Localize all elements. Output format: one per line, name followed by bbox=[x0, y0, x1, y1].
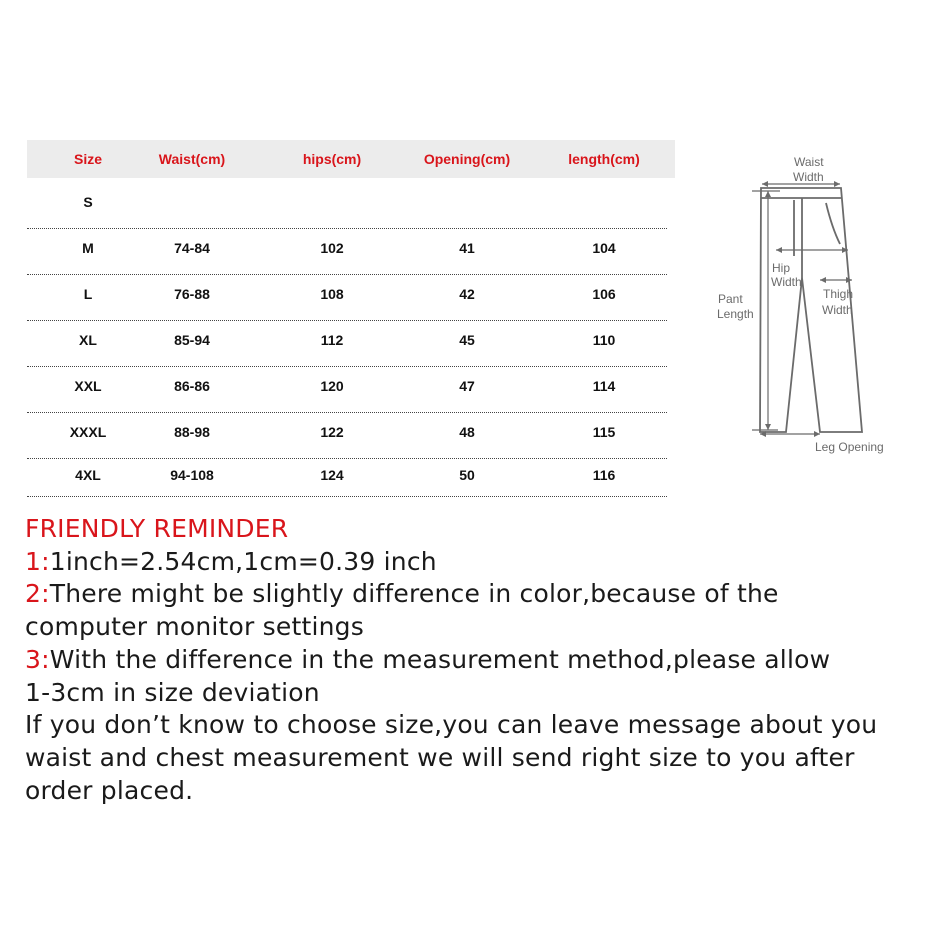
waist-cell: 88-98 bbox=[174, 424, 210, 440]
length-cell: 115 bbox=[592, 424, 616, 440]
hips-cell: 112 bbox=[320, 332, 344, 348]
size-cell: M bbox=[82, 240, 94, 256]
opening-cell: 41 bbox=[459, 240, 475, 256]
pant-length-label-2: Length bbox=[717, 307, 754, 321]
table-row bbox=[27, 274, 667, 321]
header-opening: Opening(cm) bbox=[423, 151, 511, 167]
header-waist: Waist(cm) bbox=[158, 151, 226, 167]
reminder-item-2 bbox=[25, 578, 943, 611]
table-row bbox=[27, 366, 667, 413]
pant-length-label-1: Pant bbox=[718, 292, 743, 306]
waist-width-label-2: Width bbox=[793, 170, 824, 184]
waist-cell: 86-86 bbox=[174, 378, 210, 394]
reminder-title: FRIENDLY REMINDER bbox=[25, 514, 289, 543]
hips-cell: 122 bbox=[320, 424, 344, 440]
reminder-item-3-continued: 1-3cm in size deviation bbox=[25, 677, 320, 707]
item-1-text: 1inch=2.54cm,1cm=0.39 inch bbox=[49, 546, 437, 576]
table-row bbox=[27, 412, 667, 459]
size-cell: XL bbox=[79, 332, 97, 348]
thigh-width-label-2: Width bbox=[822, 303, 853, 317]
waist-cell: 94-108 bbox=[170, 467, 214, 483]
item-3-number: 3: bbox=[25, 644, 50, 674]
length-cell: 106 bbox=[592, 286, 616, 302]
size-cell: 4XL bbox=[75, 467, 101, 483]
waist-cell: 85-94 bbox=[174, 332, 210, 348]
length-cell: 114 bbox=[592, 378, 616, 394]
size-cell: S bbox=[83, 194, 93, 210]
item-1-number: 1: bbox=[25, 546, 50, 576]
hips-cell bbox=[277, 182, 387, 228]
diagram-labels bbox=[717, 155, 884, 454]
hips-cell: 124 bbox=[320, 467, 344, 483]
table-row bbox=[27, 458, 667, 497]
size-cell: L bbox=[83, 286, 93, 302]
table-header-row bbox=[27, 140, 675, 178]
length-cell: 116 bbox=[592, 467, 616, 483]
reminder-item-1 bbox=[25, 546, 943, 579]
header-size: Size bbox=[73, 151, 102, 167]
hips-cell: 102 bbox=[320, 240, 344, 256]
thigh-width-label-1: Thigh bbox=[823, 287, 854, 301]
reminder-note-line-3: order placed. bbox=[25, 775, 194, 805]
waist-cell: 76-88 bbox=[174, 286, 210, 302]
waist-cell bbox=[137, 182, 247, 228]
opening-cell: 48 bbox=[459, 424, 475, 440]
opening-cell: 42 bbox=[459, 286, 475, 302]
waist-cell: 74-84 bbox=[174, 240, 210, 256]
hips-cell: 120 bbox=[320, 378, 344, 394]
reminder-note-line-2: waist and chest measurement we will send right size to you after bbox=[25, 742, 855, 772]
size-cell: XXL bbox=[74, 378, 102, 394]
item-2-text: There might be slightly difference in color,because of the bbox=[49, 579, 779, 609]
table-row bbox=[27, 228, 667, 275]
reminder-item-2-continued: computer monitor settings bbox=[25, 612, 364, 642]
item-3-text: With the difference in the measurement method,please allow bbox=[49, 644, 831, 674]
item-2-number: 2: bbox=[25, 579, 50, 609]
opening-cell bbox=[402, 182, 532, 228]
length-cell: 104 bbox=[592, 240, 616, 256]
reminder-note-line-1: If you don’t know to choose size,you can leave message about you bbox=[25, 710, 878, 740]
table-row bbox=[27, 320, 667, 367]
hip-width-label-2: Width bbox=[771, 275, 802, 289]
table-row bbox=[27, 182, 667, 229]
opening-cell: 45 bbox=[459, 332, 475, 348]
opening-cell: 50 bbox=[459, 467, 475, 483]
leg-opening-label: Leg Opening bbox=[815, 440, 884, 454]
opening-cell: 47 bbox=[459, 378, 475, 394]
waist-width-label-1: Waist bbox=[794, 155, 824, 169]
pants-measurement-diagram bbox=[708, 148, 908, 463]
friendly-reminder bbox=[25, 513, 943, 807]
size-cell: XXXL bbox=[69, 424, 107, 440]
reminder-item-3 bbox=[25, 644, 943, 677]
length-cell: 110 bbox=[592, 332, 616, 348]
header-length: length(cm) bbox=[568, 151, 640, 167]
hips-cell: 108 bbox=[320, 286, 344, 302]
length-cell bbox=[549, 182, 659, 228]
hip-width-label-1: Hip bbox=[772, 261, 791, 275]
header-hips: hips(cm) bbox=[302, 151, 362, 167]
